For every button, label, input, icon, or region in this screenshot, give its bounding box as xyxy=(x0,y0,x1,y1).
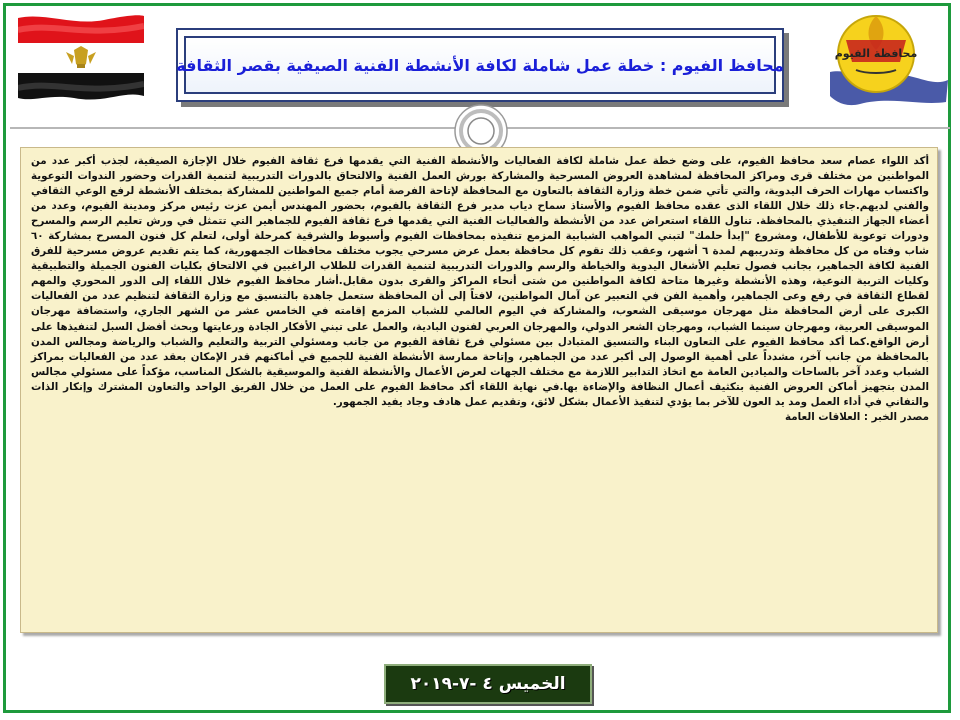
date-text: الخميس ٤ -٧-٢٠١٩ xyxy=(410,674,566,694)
date-badge xyxy=(384,664,592,704)
egypt-flag-icon xyxy=(14,12,148,104)
svg-text:محافظة الفيوم: محافظة الفيوم xyxy=(834,47,918,60)
headline-box xyxy=(176,28,784,102)
fayoum-emblem-icon xyxy=(820,10,950,108)
article-source: مصدر الخبر : العلاقات العامة xyxy=(785,410,929,423)
article-panel xyxy=(20,147,938,633)
headline-title: محافظ الفيوم : خطة عمل شاملة لكافة الأنشطة الفنية الصيفية بقصر الثقافة xyxy=(176,55,784,75)
article-body: أكد اللواء عصام سعد محافظ الفيوم، على وضع خطة عمل شاملة لكافة الفعاليات والأنشطة الفنية التي يقدمها فرع ثقافة الفيوم خلال الإجازة الصيفية، لجذب أكبر عدد من المواطنين من مختلف قرى ومراكز المحافظة لمشاهدة العروض المسرحية والمشاركة بورش العمل الفنية والالتحاق بالدورات التدريبية لتنمية القدرات وحضور الندوات التوعوية واكتساب مهارات الحرف اليدوية، والتي تأتي ضمن خطة وزارة الثقافة بالتعاون مع المحافظة لإتاحة الفرصة أمام جميع المواطنين للمشاركة بمختلف الأنشطة لرفع الوعي الثقافي والفني لديهم.جاء ذلك خلال اللقاء الذى عقده محافظ الفيوم والأستاذ سماح دياب مدير فرع الثقافة بالفيوم، بحضور المهندس أيمن عزت رئيس مركز ومدينة الفيوم، وعدد من أعضاء الجهاز التنفيذي بالمحافظة. تناول اللقاء استعراض عدد من الأنشطة والفعاليات الفنية التي يقدمها فرع ثقافة الفيوم للجماهير التي تتمثل في ورش تعليم الرسم والمسرح ودورات توعوية للأطفال، ومشروع "إبدأ حلمك" لتبني المواهب الشبابية المزمع تنفيذه بمحافظات الفيوم وأسيوط والشرقية كمرحلة أولى، لتعلم كل فنون المسرح بمشاركة ٦٠ شاب وفتاه من كل محافظة وتدريبهم لمدة ٦ أشهر، وعقب ذلك تقوم كل محافظة بعمل عرض مسرحي يجوب مختلف محافظات الجمهورية، كما يتم تقديم عروض مسرحية للفرق الفنية لكافة الجماهير، بجانب فصول تعليم الأشغال اليدوية والخياطة والرسم والدورات التدريبية لتنمية القدرات للطلاب الراغبين في الالتحاق بكليات الفنون الجميلة والتطبيقية وكليات التربية النوعية، وهذه الأنشطة وغيرها متاحة لكافة المواطنين من شتى أنحاء المراكز والقرى بدون مقابل.أشار محافظ الفيوم خلال اللقاء إلى الدور المحوري والمهم لقطاع الثقافة في رفع وعى الجماهير، وأهمية الفن في التعبير عن آمال المواطنين، لافتاً إلى أن المحافظة ستعمل جاهدة بالتنسيق مع وزارة الثقافة لتنظيم عدد من الفعاليات الكبرى على أرض المحافظة مثل مهرجان موسيقى الشعوب، والمشاركة في اليوم العالمي للشباب المزمع إقامته في الخامس عشر من الشهر الجاري، واستضافة مهرجان الموسيقى العربية، ومهرجان سينما الشباب، ومهرجان الشعر الدولي، والمهرجان العربي لفنون البادية، والعمل على تبني الأفكار الجادة ورعايتها وبحث أفضل السبل لتنفيذها على أرض الواقع.كما أكد محافظ الفيوم على التعاون البناء والتنسيق المتبادل بين مسئولي فرع ثقافة الفيوم من جانب ومسئولي التربية والتعليم والشباب والرياضة ومجالس المدن بالمحافظة من جانب آخر، مشدداً على أهمية الوصول إلى أكبر عدد من الجماهير، وإتاحة ممارسة الأنشطة الفنية للجميع في أماكنهم قدر الإمكان بعقد عدد من الفعاليات بمراكز الشباب وعدد آخر بالساحات والميادين العامة مع اتخاذ التدابير اللازمة مع مختلف الجهات لعرض الأعمال والأنشطة الفنية والموسيقية بالشكل المناسب، مؤكداً على مسئولي مجالس المدن بتجهيز أماكن العروض الفنية بتكثيف أعمال النظافة والإضاءة بها.في نهاية اللقاء أكد محافظ الفيوم على العمل من خلال الفريق الواحد والتعاون المشترك وإنكار الذات والتفاني في أداء العمل ومد يد العون للآخر بما يؤدي لتنفيذ الأعمال بشكل لائق، وتقديم عمل هادف وجاد يفيد الجمهور. xyxy=(31,155,929,408)
